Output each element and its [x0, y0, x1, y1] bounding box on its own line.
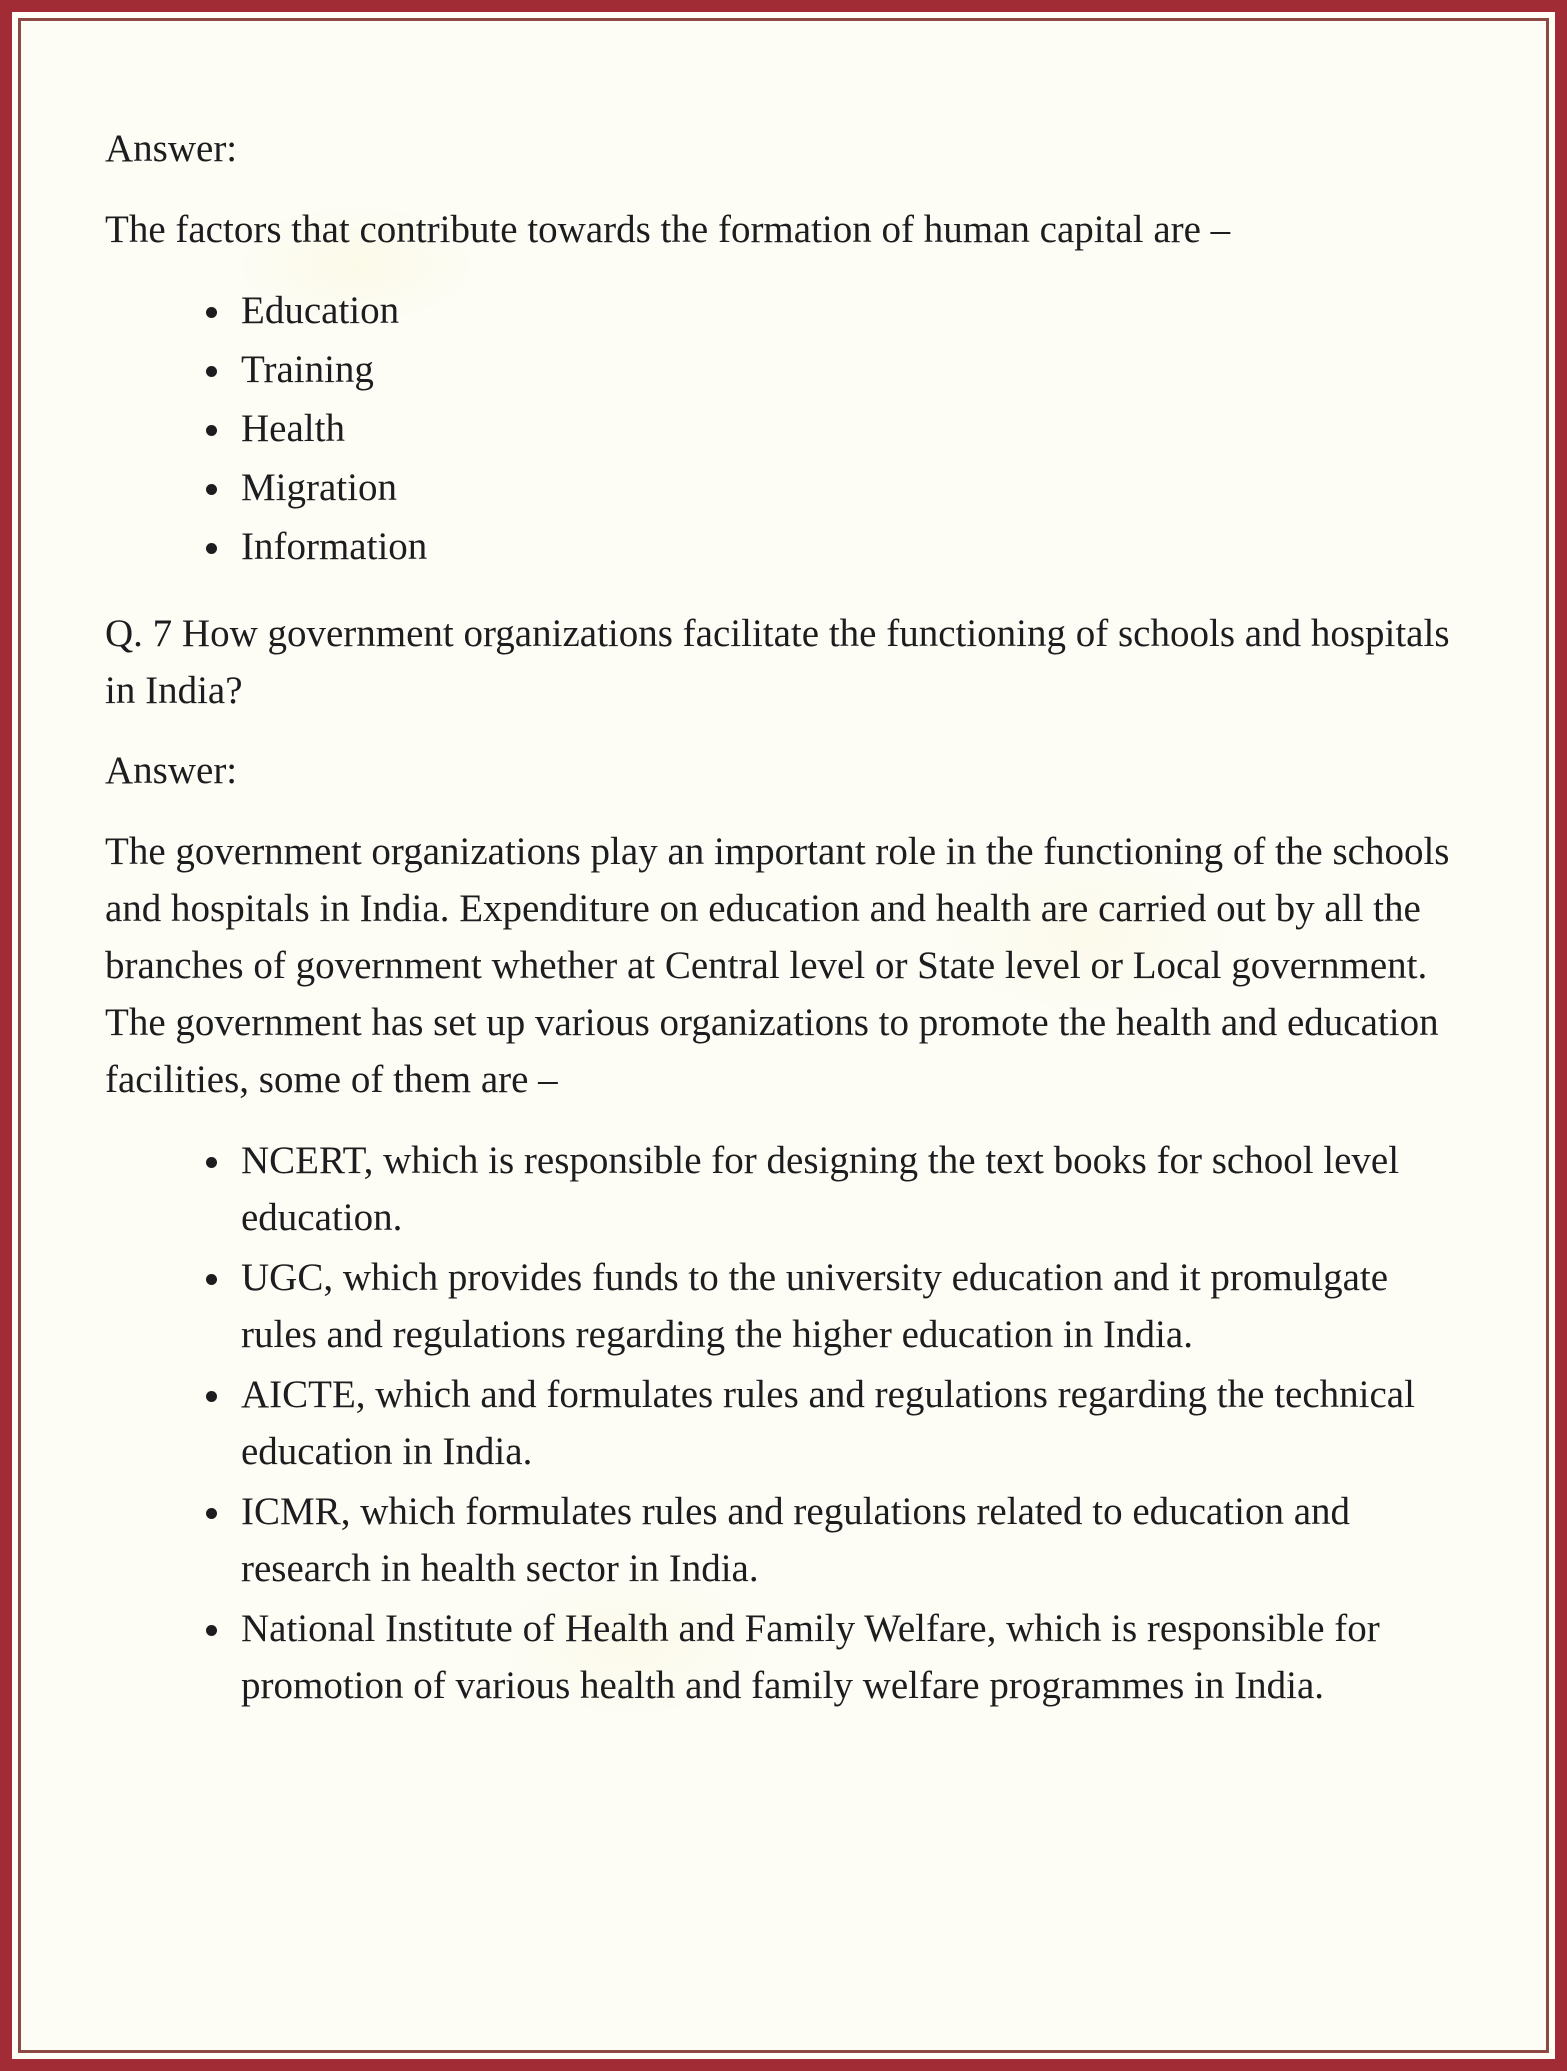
page-border-gap: [12, 12, 1555, 2059]
answer-label-2: Answer:: [105, 749, 238, 793]
question-heading: Q. 7 How government organizations facilitate the functioning of schools and hospitals in India?: [105, 611, 1450, 712]
list-item: • AICTE, which and formulates rules and regulations regarding the technical education in India.: [235, 1367, 1450, 1481]
list-item: • ICMR, which formulates rules and regulations related to education and research in health sector in India.: [235, 1484, 1450, 1598]
page-inner-border: [18, 18, 1549, 2053]
body-paragraph: The government organizations play an important role in the functioning of the schools and hospitals in India. Expenditure on education and health are carried out by all the branches of government whether at Central level or State level or Local government. The government has set up various organizations to promote the health and education facilities, some of them are –: [105, 830, 1450, 1102]
intro-paragraph: The factors that contribute towards the formation of human capital are –: [105, 207, 1231, 251]
list-item: • Training: [235, 342, 1450, 399]
answer-label-1: Answer:: [105, 127, 238, 170]
list-item: • NCERT, which is responsible for designing the text books for school level education.: [235, 1133, 1450, 1247]
page-content: [21, 21, 1546, 1714]
list-item: • National Institute of Health and Family Welfare, which is responsible for promotion of various health and family welfare programmes in India.: [235, 1601, 1450, 1715]
list-item: • Education: [235, 283, 1450, 340]
list-item: • Health: [235, 401, 1450, 458]
organizations-list: [105, 1133, 1450, 1714]
factors-list: [105, 283, 1450, 576]
list-item: • Migration: [235, 460, 1450, 517]
list-item: • Information: [235, 519, 1450, 576]
list-item: • UGC, which provides funds to the university education and it promulgate rules and regulations regarding the higher education in India.: [235, 1250, 1450, 1364]
